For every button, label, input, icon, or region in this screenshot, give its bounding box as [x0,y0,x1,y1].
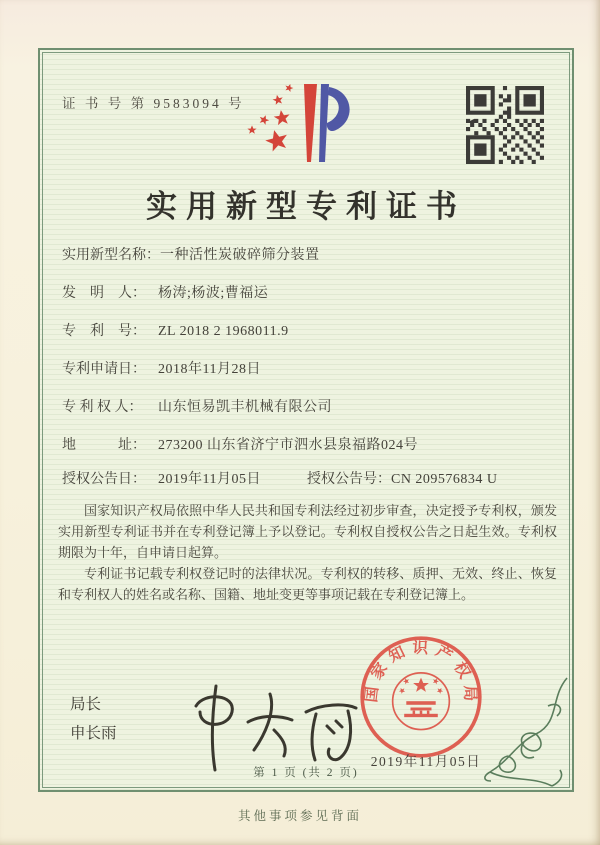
field-label: 授权公告日： [62,472,146,487]
qr-code-icon [466,86,544,164]
field-label: 专 利 权 人： [62,400,143,415]
field-label: 实用新型名称： [62,248,160,263]
cnipa-logo-icon [240,78,358,170]
field-row-filing-date [62,358,556,382]
national-emblem-icon [393,673,450,730]
legal-text [58,500,557,605]
field-value: 273200 山东省济宁市泗水县泉福路024号 [158,438,418,453]
field-row-patentee [62,396,556,420]
field-value: ZL 2018 2 1968011.9 [158,324,289,339]
field-label: 发 明 人： [62,286,146,301]
director-name: 申长雨 [70,725,117,742]
corner-ornament-icon [478,676,570,788]
director-block [70,690,117,748]
field-value: CN 209576834 U [390,472,498,487]
certificate-number: 证 书 号 第 9583094 号 [62,96,245,111]
field-value: 2018年11月28日 [158,362,261,377]
field-row-address [62,434,556,458]
field-row-patent-number [62,320,556,344]
legal-paragraph-2: 专利证书记载专利权登记时的法律状况。专利权的转移、质押、无效、终止、恢复和专利权人的姓名或名称、国籍、地址变更等事项记载在专利登记簿上。 [58,566,557,602]
field-row-inventors [62,282,556,306]
field-label: 授权公告号： [306,472,391,487]
field-value: 一种活性炭破碎筛分装置 [160,248,320,263]
field-value: 山东恒易凯丰机械有限公司 [158,400,332,415]
certificate-fields [62,244,556,506]
official-seal-icon [358,634,484,760]
field-row-grant [62,468,556,492]
seal-date: 2019年11月05日 [370,754,482,769]
page-number: 第 1 页 (共 2 页) [253,767,359,779]
field-label: 地 址： [62,438,146,453]
seal-text: 国家知识产权局 [362,639,479,708]
field-value: 2019年11月05日 [158,472,261,487]
director-title: 局长 [70,696,102,713]
certificate-frame [38,48,574,792]
legal-paragraph-1: 国家知识产权局依照中华人民共和国专利法经过初步审查，决定授予专利权，颁发实用新型专利证书并在专利登记簿上予以登记。专利权自授权公告之日起生效。专利权期限为十年，自申请日起算。 [58,503,557,560]
field-label: 专利申请日： [62,362,146,377]
field-value: 杨涛;杨波;曹福运 [158,286,269,301]
back-note: 其他事项参见背面 [237,809,362,823]
field-label: 专 利 号： [62,324,146,339]
field-row-name [62,244,556,268]
certificate-title: 实用新型专利证书 [146,189,466,224]
